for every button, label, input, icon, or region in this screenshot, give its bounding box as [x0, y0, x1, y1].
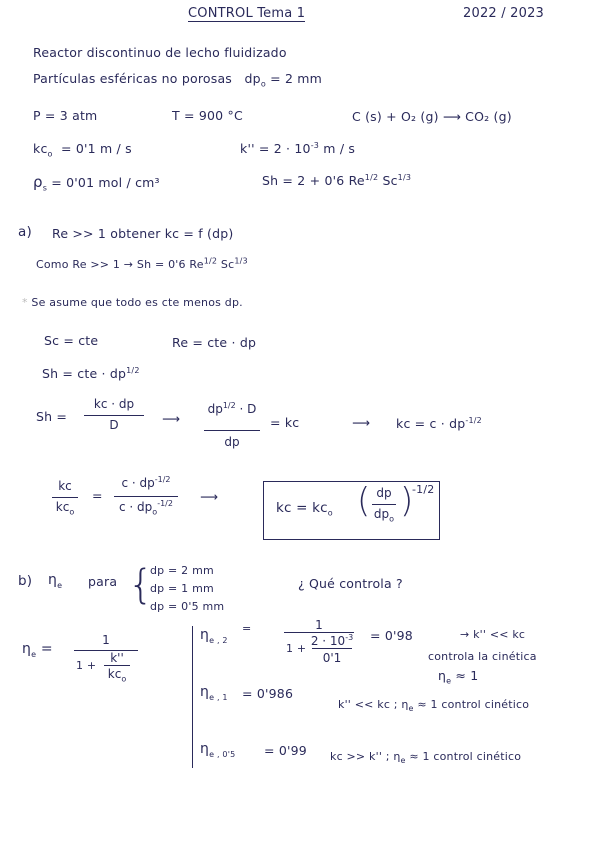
c-denominator: $c \cdot dp_o^{-1/2}$	[119, 499, 173, 517]
e2-value: = 0'98	[370, 628, 413, 643]
fraction-bar	[84, 415, 144, 416]
statement-line-2: Partículas esféricas no porosas $dp_o = 2$ mm	[33, 71, 323, 89]
density-value: $\rho_s = 0'01$ mol / cm³	[33, 173, 160, 193]
dp-case-2mm: dp = 2 mm	[150, 564, 214, 577]
reaction-equation: C (s) + O₂ (g) ⟶ CO₂ (g)	[352, 109, 512, 124]
e05-value: = 0'99	[264, 743, 307, 758]
fraction-bar	[204, 430, 260, 431]
sh-numerator: kc · dp	[93, 397, 135, 411]
dp-numerator: $dp^{1/2} \cdot D$	[207, 401, 257, 416]
e2-numerator: 1	[315, 618, 323, 632]
ratio-numerator: kc	[58, 479, 72, 493]
arrow: ⟶	[200, 489, 219, 504]
assumption: * Se asume que todo es cte menos dp.	[22, 296, 243, 309]
fraction-bar	[372, 504, 396, 505]
part-a-como: Como Re >> 1 → Sh = 0'6 $Re^{1/2}$ $Sc^{1/3}$	[36, 256, 248, 271]
para-label: para	[88, 574, 118, 589]
eta-denominator-lhs: 1 +	[76, 659, 97, 672]
dp-denominator: dp	[224, 435, 240, 449]
dp-case-1mm: dp = 1 mm	[150, 582, 214, 595]
box-exponent: -1/2	[412, 483, 435, 496]
box-fraction-den: $dp_o$	[373, 507, 395, 524]
fraction-bar	[284, 632, 354, 633]
re-proportional: Re = cte · dp	[172, 335, 257, 350]
pressure: P = 3 atm	[33, 108, 98, 123]
e1-value: = 0'986	[242, 686, 294, 701]
sh-definition: Sh =	[36, 409, 68, 424]
equals: =	[92, 488, 103, 503]
statement-line-1: Reactor discontinuo de lecho fluidizado	[33, 45, 287, 60]
e2-den-lhs: 1 +	[286, 642, 307, 655]
e2-den-num: $2 \cdot 10^{-3}$	[310, 633, 354, 648]
course-year: 2022 / 2023	[463, 6, 545, 21]
eta-den-num: k''	[110, 651, 124, 665]
e2-den-den: 0'1	[322, 651, 342, 665]
control-question: ¿ Qué controla ?	[298, 576, 403, 591]
sh-denominator: D	[109, 418, 119, 432]
page-title: CONTROL Tema 1	[188, 6, 306, 21]
sh-proportional: Sh = cte · $dp^{1/2}$	[42, 365, 140, 381]
eta-den-den: $kc_o$	[107, 667, 127, 684]
equals-kc: = kc	[270, 415, 300, 430]
eta-e2-eq: =	[242, 622, 252, 635]
boxed-kc-result: kc = $kc_o$	[276, 500, 333, 518]
sc-constant: Sc = cte	[44, 333, 99, 348]
cases-bracket	[192, 626, 193, 768]
eta-e: $\eta_e$	[48, 572, 63, 590]
right-paren: )	[400, 481, 414, 521]
arrow: ⟶	[162, 411, 181, 426]
kc-result: kc = $c \cdot dp^{-1/2}$	[396, 415, 482, 431]
e05-note: kc >> k'' ; $\eta_e \approx 1$ control cinético	[330, 750, 522, 766]
c-numerator: $c \cdot dp^{-1/2}$	[121, 475, 171, 490]
fraction-bar	[52, 497, 78, 498]
eta-e05: $\eta_{e , 0'5}$	[200, 741, 236, 759]
fraction-bar	[104, 665, 130, 666]
fraction-bar	[312, 648, 352, 649]
arrow: ⟶	[352, 415, 371, 430]
sherwood-correlation: Sh = 2 + 0'6 $Re^{1/2}$ $Sc^{1/3}$	[262, 172, 412, 188]
eta-numerator: 1	[102, 633, 110, 647]
box-fraction-num: dp	[376, 486, 392, 500]
left-brace: {	[128, 562, 154, 608]
eta-e2: $\eta_{e , 2}$	[200, 627, 228, 645]
e2-note-3: $\eta_e \approx 1$	[438, 668, 479, 686]
eta-e-formula: $\eta_e$ =	[22, 641, 53, 659]
dp-case-05mm: dp = 0'5 mm	[150, 600, 225, 613]
part-a-heading: Re >> 1 obtener kc = f (dp)	[52, 226, 234, 241]
part-b-label: b)	[18, 573, 33, 589]
ratio-denominator: $kc_o$	[55, 500, 75, 517]
part-a-label: a)	[18, 224, 32, 240]
left-paren: (	[357, 481, 371, 521]
k2-value: $k'' = 2 \cdot 10^{-3}$ m / s	[240, 140, 356, 156]
e2-note-1: → k'' << kc	[460, 628, 526, 641]
eta-e1: $\eta_{e , 1}$	[200, 684, 228, 702]
temperature: T = 900 °C	[172, 108, 243, 123]
fraction-bar	[114, 496, 178, 497]
e1-note: k'' << kc ; $\eta_e \approx 1$ control cinético	[338, 698, 530, 714]
e2-note-2: controla la cinética	[428, 650, 537, 663]
kc0-value: $kc_o = 0'1$ m / s	[33, 141, 132, 159]
